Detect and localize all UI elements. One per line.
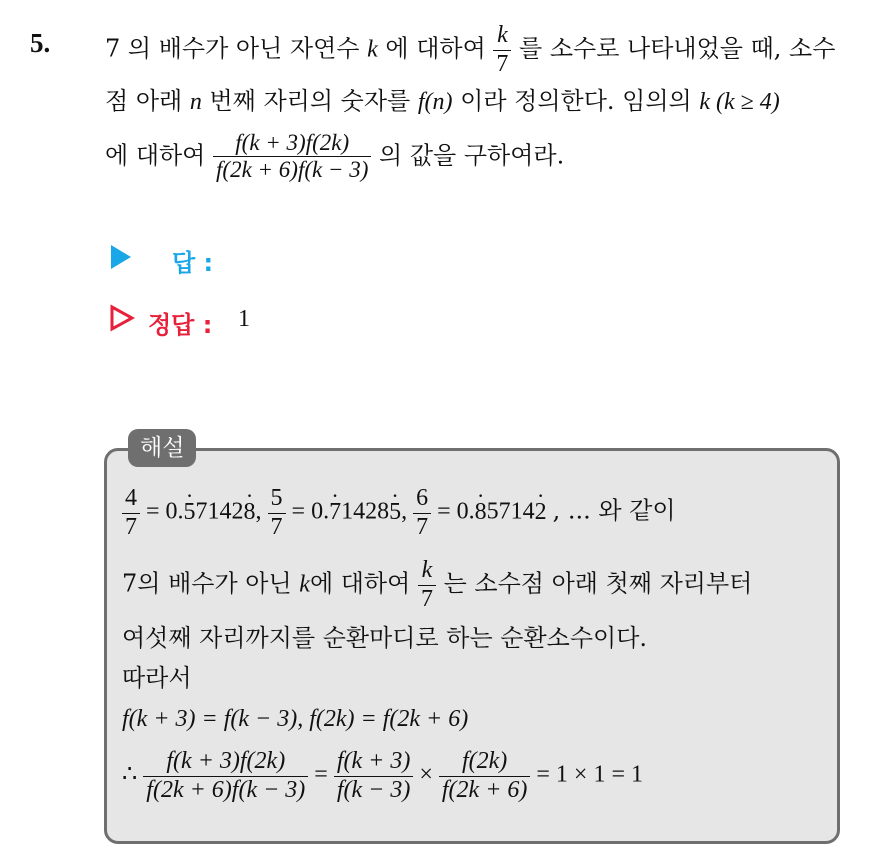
answer-marker-icon (111, 245, 131, 269)
solution-line-2 (122, 557, 752, 613)
numerator: k (418, 557, 436, 586)
decimal-prefix: = 0. (291, 498, 330, 525)
denominator: f(2k + 6)f(k − 3) (216, 157, 369, 183)
fraction-expression (334, 748, 414, 804)
solution-text: 는 소수점 아래 첫째 자리부터 (443, 569, 753, 598)
solution-line-6 (122, 748, 643, 804)
solution-line-1 (122, 485, 676, 541)
problem-text: 에 대하여 (385, 34, 486, 63)
repeat-end-digit: · 2 (535, 500, 547, 524)
decimal-digits: 7142 (195, 498, 244, 525)
repeat-end-digit: · 8 (244, 500, 256, 524)
separator: , (401, 498, 408, 525)
solution-text: , ... 와 같이 (552, 496, 676, 525)
condition-k: k (k ≥ 4) (699, 89, 780, 115)
numerator: f(2k) (439, 748, 531, 777)
problem-number: 5. (30, 28, 51, 58)
decimal-digits: 1428 (341, 498, 390, 525)
problem-line-3 (105, 130, 564, 184)
fraction-expression (439, 748, 531, 804)
fraction-4-7 (122, 485, 140, 541)
problem-text: 7 의 배수가 아닌 자연수 (105, 34, 360, 63)
result-text: = 1 × 1 = 1 (536, 761, 643, 788)
therefore-symbol: ∴ (122, 761, 138, 788)
repeat-start-digit: · 5 (184, 500, 196, 524)
repeat-start-digit: · 8 (475, 500, 487, 524)
problem-line-1 (105, 22, 835, 78)
denominator: f(k − 3) (336, 776, 411, 803)
numerator: f(k + 3)f(2k) (143, 748, 308, 777)
solution-text: 7의 배수가 아닌 (122, 569, 292, 598)
numerator: f(k + 3) (334, 748, 414, 777)
denominator: 7 (420, 585, 433, 612)
denominator: 7 (416, 513, 429, 540)
fraction-k-over-7 (493, 22, 511, 78)
numerator: 6 (413, 485, 431, 514)
numerator: f(k + 3)f(2k) (213, 130, 371, 157)
solution-line-5: f(k + 3) = f(k − 3), f(2k) = f(2k + 6) (122, 706, 469, 732)
fraction-expression (213, 130, 371, 184)
solution-line-4: 따라서 (122, 664, 192, 692)
correct-answer-value: 1 (238, 306, 250, 332)
fraction-expression (143, 748, 308, 804)
problem-text: 의 값을 구하여라. (379, 141, 565, 170)
equals-sign: = (314, 761, 328, 788)
denominator: 7 (125, 513, 137, 540)
separator: , (255, 498, 262, 525)
times-sign: × (419, 761, 433, 788)
denominator: 7 (496, 50, 509, 77)
variable-k: k (299, 571, 310, 598)
numerator: k (493, 22, 511, 51)
solution-tab: 해설 (128, 429, 196, 467)
repeat-start-digit: · 7 (329, 500, 341, 524)
denominator: f(2k + 6) (441, 776, 528, 803)
numerator: 5 (268, 485, 286, 514)
problem-text: 점 아래 (105, 87, 183, 115)
answer-label: 답 : (172, 249, 214, 277)
fraction-6-7 (413, 485, 431, 541)
fraction-5-7 (268, 485, 286, 541)
decimal-prefix: = 0. (146, 498, 184, 525)
problem-line-2 (105, 89, 780, 114)
denominator: f(2k + 6)f(k − 3) (146, 776, 306, 803)
denominator: 7 (270, 513, 283, 540)
problem-text: 에 대하여 (105, 141, 206, 170)
variable-n: n (189, 89, 202, 115)
solution-text: 에 대하여 (309, 569, 411, 598)
variable-k: k (367, 36, 378, 63)
fraction-k-over-7 (418, 557, 436, 613)
decimal-prefix: = 0. (437, 498, 475, 525)
numerator: 4 (122, 485, 140, 514)
problem-text: 번째 자리의 숫자를 (209, 87, 411, 115)
correct-marker-icon (109, 304, 135, 332)
correct-answer-label: 정답 : (148, 311, 213, 339)
problem-text: 를 소수로 나타내었을 때, 소수 (519, 34, 836, 63)
repeat-end-digit: · 5 (389, 500, 401, 524)
decimal-digits: 5714 (486, 498, 535, 525)
problem-text: 이라 정의한다. 임의의 (460, 87, 692, 115)
function-fn: f(n) (417, 89, 453, 115)
solution-line-3: 여섯째 자리까지를 순환마디로 하는 순환소수이다. (122, 624, 648, 652)
